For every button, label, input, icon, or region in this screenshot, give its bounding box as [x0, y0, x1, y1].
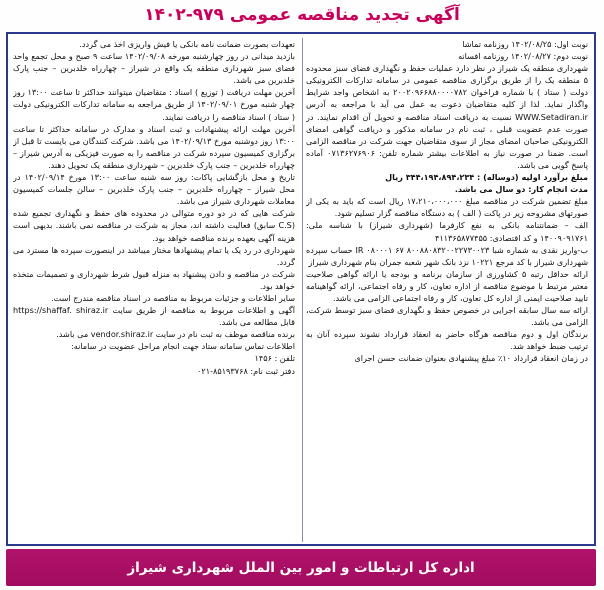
estimated-amount: مبلغ برآورد اولیه (دوساله) : ۳۴۴،۱۹۴،۸۹۴،۲۳۴ ریال	[385, 172, 588, 183]
phone-number: تلفن : ۱۴۵۶	[254, 353, 295, 364]
opening-date: تاریخ و محل بازگشایی پاکات: روز سه شنبه ساعت ۱۳:۰۰ مورخ ۱۴۰۲/۰۹/۱۴ در محل شیراز – چهارراه خلدبرین – جنب پارک خلدبرین – سالن جلسات کمیسیون معاملات شهرداری شیراز می باشد.	[13, 172, 295, 207]
other-info: سایر اطلاعات و جزئیات مربوط به مناقصه در اسناد مناقصه مندرج است.	[51, 292, 295, 303]
notice-title: آگهی تجدید مناقصه عمومی ۹۷۹-۱۴۰۲	[144, 5, 460, 25]
cash-deposit: ب-واریز نقدی به شماره شبا ۸۰۰۸۸۰۸۳۲۰۰۲۲۷۳۰۰۲۳ ۶۷ IR ۰۸۰۰۰۱ حساب سپرده شهرداری شیراز با کد مرجع ۱۰۲۲۱ نزد بانک شهر شعبه جمران بنام شهرداری شیراز	[306, 244, 588, 267]
winner-forfeit: برندگان اول و دوم مناقصه هرگاه حاضر به انعقاد قرارداد نشوند سپرده آنان به ترتیب ضبط خواهد شد.	[306, 329, 588, 352]
eligibility-note: شرکت هایی که در دو دوره متوالی در محدوده های حفظ و نگهداری تجمیع شده (C.S سابق) فعالیت داشته اند، مجاز به شرکت در مناقصه نمی باشند. بدیهی است هزینه آگهی بعهده برنده مناقصه خواهد بود.	[13, 208, 295, 243]
guarantee-amount: مبلغ تضمین شرکت در مناقصه مبلغ ۱۷،۲۱۰،۰۰۰،۰۰۰ ریال است که باید به یکی از صورتهای مشروحه زیر در پاکت ( الف ) به دستگاه مناقصه گزار تسلیم شود.	[306, 196, 588, 219]
acceptance-note: شرکت در مناقصه و دادن پیشنهاد به منزله قبول شرط شهرداری و تصمیمات متخذه خواهد بود.	[13, 268, 295, 291]
first-publication: نوبت اول: ۱۴۰۲/۰۸/۲۵ روزنامه تماشا	[462, 39, 588, 49]
submission-deadline: آخرین مهلت ارائه پیشنهادات و ثبت اسناد و مدارک در سامانه حداکثر تا ساعت ۱۳:۰۰ روز دوشنبه مورخ ۱۴۰۲/۰۹/۱۳ می باشد. شرکت کنندگان می بایست تا قبل از برگزاری کمیسیون سپرده شرکت در مناقصه را به صورت فیزیکی به آدرس شیراز – چهارراه خلدبرین – جنب پارک خلدبرین – شهرداری منطقه یک تحویل دهند.	[13, 123, 295, 170]
footer-banner	[6, 549, 596, 586]
website-info[interactable]: آگهی و اطلاعات مربوط به مناقصه از طریق سایت https://shaffaf. shiraz.ir قابل مطالعه می باشد.	[13, 305, 295, 328]
bank-guarantee: الف – ضمانتنامه بانکی به نفع کارفرما (شهرداری شیراز) با شناسه ملی: ۱۴۰۰۹۰۹۱۷۶۱ و کد اقتصادی: ۴۱۱۳۶۵۸۷۷۴۵۵	[306, 220, 588, 243]
notice-frame	[6, 32, 596, 546]
second-publication: نوبت دوم: ۱۴۰۲/۰۸/۲۷ روزنامه افسانه	[458, 51, 588, 62]
rejection-right: شهرداری در رد یک یا تمام پیشنهادها مختار میباشد در اینصورت سپرده ها مسترد می گردد.	[13, 244, 295, 267]
commitments: تعهدات بصورت ضمانت نامه بانکی یا فیش واریزی اخذ می گردد.	[79, 39, 295, 49]
column-divider	[302, 38, 303, 542]
work-duration: مدت انجام کار: دو سال می باشد.	[454, 184, 588, 195]
document-deadline: آخرین مهلت دریافت ( توزیع ) اسناد : متقاضیان میتوانند حداکثر تا ساعت ۱۳:۰۰ روز چهار شنبه مورخ ۱۴۰۲/۰۹/۰۱ از طریق مراجعه به سامانه تدارکات الکترونیکی دولت ( ستاد ) اسناد مناقصه را دریافت نمایند.	[13, 87, 295, 122]
right-column	[306, 38, 588, 542]
vendor-registration[interactable]: برنده مناقصه موظف به ثبت نام در سایت vendor.shiraz.ir می باشد.	[56, 329, 295, 340]
qualification-requirements: ارائه حداقل رتبه ۵ کشاورزی از سازمان برنامه و بودجه یا ارائه گواهی صلاحیت معتبر مرتبط با موضوع مناقصه از اداره تعاون، کار و رفاه اجتماعی، ارائه گواهینامه تایید صلاحیت ایمنی از اداره کل تعاون، کار و رفاه اجتماعی الزامی می باشد.	[306, 268, 588, 303]
performance-guarantee: در زمان انعقاد قرارداد ۱۰٪ مبلغ پیشنهادی بعنوان ضمانت حسن اجرای	[354, 353, 588, 364]
left-column	[13, 38, 295, 542]
registration-office: دفتر ثبت نام: ۸۵۱۹۳۷۶۸-۰۲۱	[197, 365, 295, 376]
contact-info-heading: اطلاعات تماس سامانه ستاد جهت انجام مراحل عضویت در سامانه:	[71, 341, 295, 352]
tender-description: شهرداری منطقه یک شیراز در نظر دارد عملیات حفظ و نگهداری فضای سبز محدوده ۵ منطقه یک را از طریق برگزاری مناقصه عمومی در سامانه تدارکات الکترونیکی دولت ( ستاد ) با شماره فراخوان ۲۰۰۲۰۹۶۶۸۸۰۰۰۰۷۸۲ به اشخاص واجد شرایط واگذار نماید. لذا از کلیه متقاضیان دعوت به عمل می آید با مراجعه به آدرس WWW.Setadiran.ir نسبت به دریافت اسناد مناقصه و تحویل آن اقدام نمایند. در صورت عدم عضویت قبلی ، ثبت نام در سامانه مذکور و دریافت گواهی امضای الکترونیکی صاحبان امضای مجاز از سوی متقاضیان جهت شرکت در مناقصه الزامی است. ضمنا در صورت نیاز به اطلاعات بیشتر شماره تلفن: ۰۷۱۳۶۲۷۶۹۰۶ آماده پاسخ گویی می باشد.	[306, 63, 588, 170]
footer-text: اداره کل ارتباطات و امور بین الملل شهرداری شیراز	[127, 559, 475, 576]
experience-requirement: ارائه سه سال سابقه اجرایی در خصوص حفظ و نگهداری فضای سبز توسط شرکت، الزامی می باشد.	[306, 305, 588, 328]
title-bar	[0, 0, 604, 30]
site-visit: بازدید میدانی در روز چهارشنبه مورخه ۱۴۰۲/۰۹/۰۸ ساعت ۹ صبح و محل تجمع واحد فضای سبز شهرداری منطقه یک واقع در شیراز – چهارراه خلدبرین – جنب پارک خلدبرین می باشد.	[13, 51, 295, 86]
